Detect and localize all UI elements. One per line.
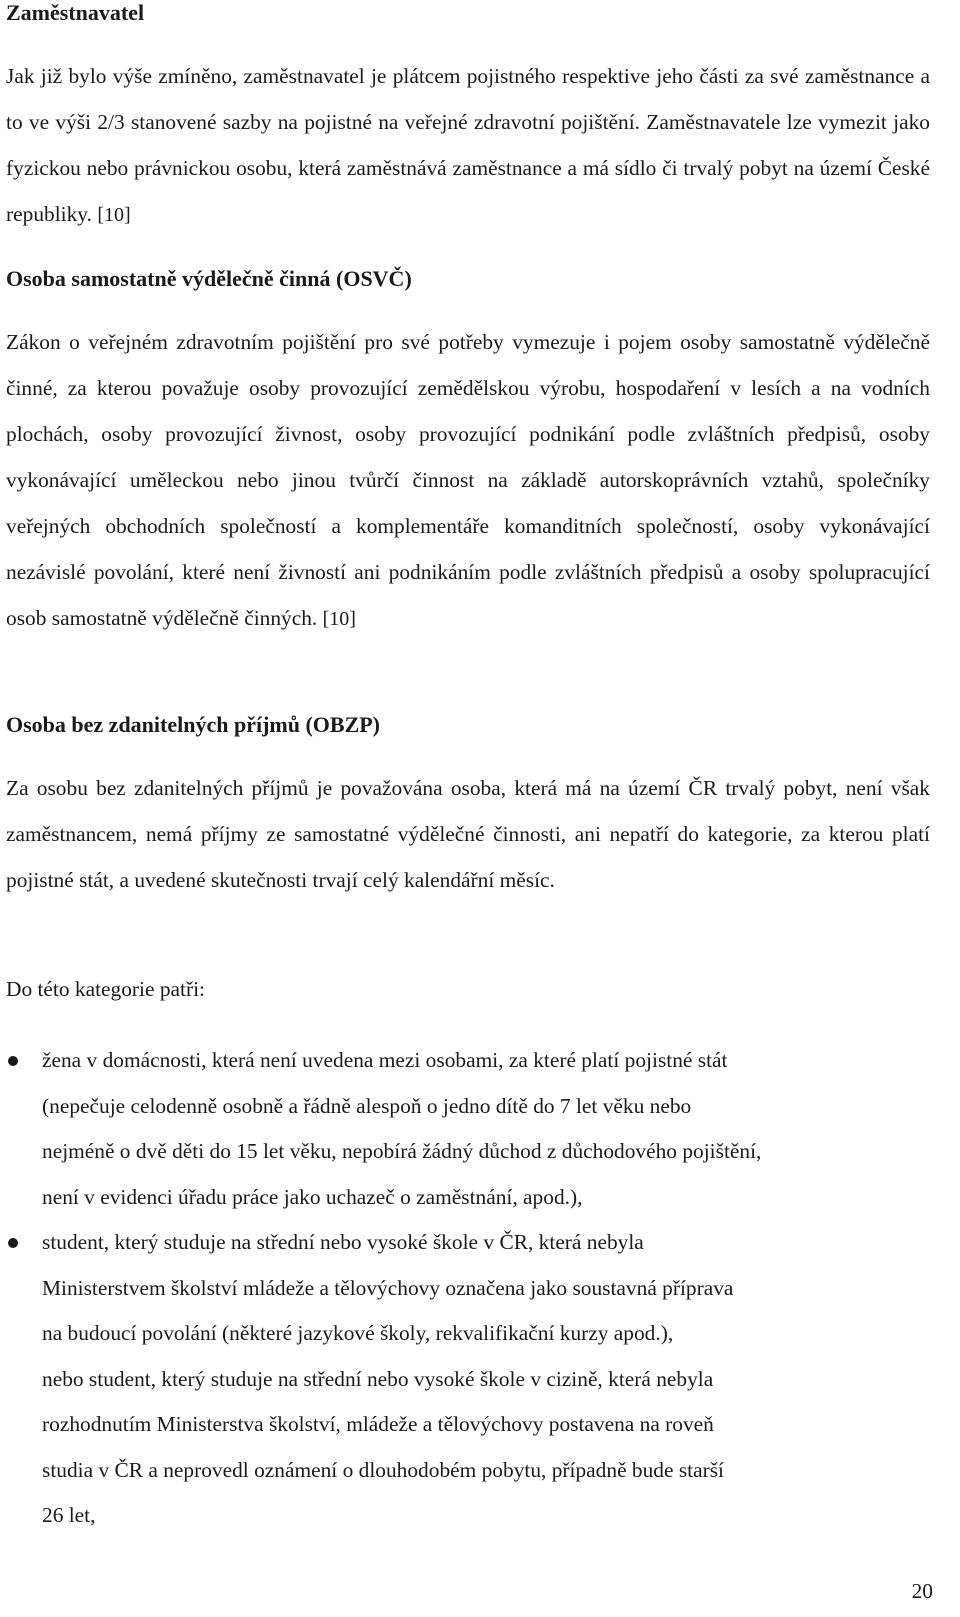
list-item-line: Ministerstvem školství mládeže a tělovýchovy označena jako soustavná příprava [42, 1275, 734, 1300]
list-intro: Do této kategorie patři: [6, 977, 205, 1001]
bullet-list [0, 1038, 960, 1539]
page-number: 20 [911, 1579, 933, 1603]
list-item-line: 26 let, [42, 1503, 96, 1527]
list-item-line: na budoucí povolání (některé jazykové školy, rekvalifikační kurzy apod.), [42, 1321, 674, 1345]
paragraph-zamestnavatel-text: Jak již bylo výše zmíněno, zaměstnavatel je plátcem pojistného respektive jeho části za své zaměstnance a to ve výši 2/3 stanovené sazby na pojistné na veřejné zdravotní pojištění. Zaměstnavatele lze vymezit jako fyzickou nebo právnickou osobu, která zaměstnává zaměstnance a má sídlo či trvalý pobyt na území České republiky. [6, 64, 930, 226]
list-item-line: žena v domácnosti, která není uvedena mezi osobami, za které platí pojistné stát [42, 1048, 728, 1072]
list-item-line: nejméně o dvě děti do 15 let věku, nepobírá žádný důchod z důchodového pojištění, [42, 1139, 762, 1163]
heading-obzp: Osoba bez zdanitelných příjmů (OBZP) [6, 712, 381, 737]
heading-zamestnavatel: Zaměstnavatel [6, 0, 145, 25]
citation-ref: [10] [322, 608, 356, 630]
list-item-line: (nepečuje celodenně osobně a řádně alespoň o jedno dítě do 7 let věku nebo [42, 1093, 692, 1118]
paragraph-osvc [6, 319, 930, 642]
paragraph-osvc-text: Zákon o veřejném zdravotním pojištění pro své potřeby vymezuje i pojem osoby samostatně výdělečně činné, za kterou považuje osoby provozující zemědělskou výrobu, hospodaření v lesích a na vodních plochách, osoby provozující živnost, osoby provozující podnikání podle zvláštních předpisů, osoby vykonávající uměleckou nebo jinou tvůrčí činnost na základě autorskoprávních vztahů, společníky veřejných obchodních společností a komplementáře komanditních společností, osoby vykonávající nezávislé povolání, které není živností ani podnikáním podle zvláštních předpisů a osoby spolupracující osob samostatně výdělečně činných. [6, 330, 930, 630]
list-item-line: rozhodnutím Ministerstva školství, mládeže a tělovýchovy postavena na roveň [42, 1412, 714, 1436]
list-item-line: nebo student, který studuje na střední nebo vysoké škole v cizině, která nebyla [42, 1366, 714, 1391]
list-item-line: studia v ČR a neprovedl oznámení o dlouhodobém pobytu, případně bude starší [42, 1457, 724, 1482]
heading-osvc: Osoba samostatně výdělečně činná (OSVČ) [6, 266, 412, 291]
bullet-icon [8, 1238, 18, 1248]
bullet-icon [8, 1056, 18, 1066]
list-item [0, 1038, 942, 1220]
paragraph-obzp: Za osobu bez zdanitelných příjmů je považována osoba, která má na území ČR trvalý pobyt, není však zaměstnancem, nemá příjmy ze samostatné výdělečné činnosti, ani nepatří do kategorie, za kterou platí pojistné stát, a uvedené skutečnosti trvají celý kalendářní měsíc. [6, 776, 930, 892]
list-item-line: není v evidenci úřadu práce jako uchazeč o zaměstnání, apod.), [42, 1184, 583, 1209]
citation-ref: [10] [97, 204, 131, 226]
list-item-line: student, který studuje na střední nebo vysoké škole v ČR, která nebyla [42, 1230, 644, 1254]
paragraph-zamestnavatel [6, 53, 930, 238]
list-item [0, 1220, 942, 1539]
